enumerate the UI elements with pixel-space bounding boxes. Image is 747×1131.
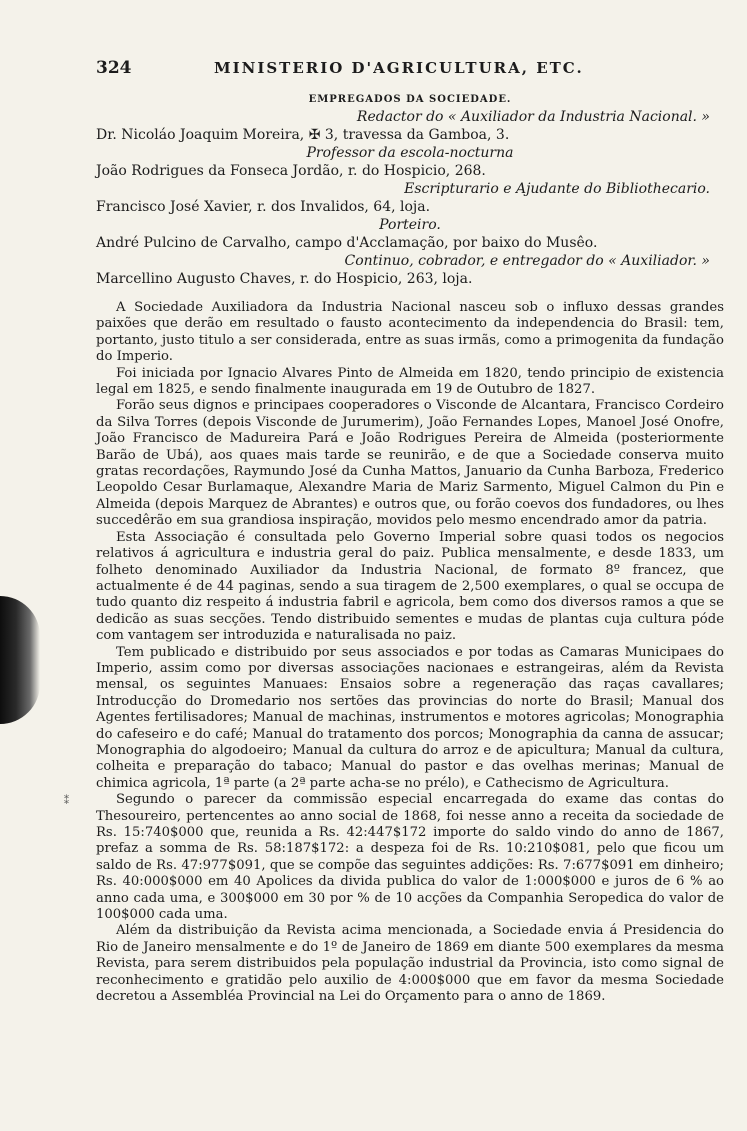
- ink-speck: ⁑: [64, 796, 69, 807]
- staff-role: Professor da escola-nocturna: [306, 145, 514, 161]
- staff-section-title: EMPREGADOS DA SOCIEDADE.: [308, 94, 512, 105]
- body-paragraph: Segundo o parecer da commissão especial encarregada do exame das contas do Thesoureiro, pertencentes ao anno social de 1868, foi nesse anno a receita da sociedade de Rs. 15:740$000 que, reunida a Rs. 42:447$172 importe do saldo vindo do anno de 1867, prefaz a somma de Rs. 58:187$172: a despeza foi de Rs. 10:210$081, pelo que ficou um saldo de Rs. 47:977$091, que se compõe das seguintes addições: Rs. 7:677$091 em dinheiro; Rs. 40:000$000 em 40 Apolices da divida publica do valor de 1:000$000 e juros de 6 % ao anno cada uma, e 300$000 em 30 por % de 10 acções da Companhia Seropedica do valor de 100$000 cada uma.: [96, 792, 724, 923]
- body-paragraph: Foi iniciada por Ignacio Alvares Pinto de Almeida em 1820, tendo principio de existencia legal em 1825, e sendo finalmente inaugurada em 19 de Outubro de 1827.: [96, 365, 724, 398]
- body-text: [96, 300, 724, 1005]
- staff-role: Continuo, cobrador, e entregador do « Auxiliador. »: [344, 253, 710, 269]
- staff-role: Escripturario e Ajudante do Bibliothecario.: [404, 181, 710, 197]
- staff-person: Francisco José Xavier, r. dos Invalidos, 64, loja.: [96, 199, 431, 215]
- staff-list: [96, 108, 724, 288]
- staff-role: Porteiro.: [379, 217, 441, 233]
- running-title: MINISTERIO D'AGRICULTURA, ETC.: [214, 59, 584, 77]
- page-header: [96, 58, 724, 78]
- staff-person: Dr. Nicoláo Joaquim Moreira, ✠ 3, travessa da Gamboa, 3.: [96, 127, 510, 143]
- staff-person: João Rodrigues da Fonseca Jordão, r. do Hospicio, 268.: [96, 163, 486, 179]
- body-paragraph: Esta Associação é consultada pelo Governo Imperial sobre quasi todos os negocios relativos á agricultura e industria geral do paiz. Publica mensalmente, e desde 1833, um folheto denominado Auxiliador da Industria Nacional, de formato 8º francez, que actualmente é de 44 paginas, sendo a sua tiragem de 2,500 exemplares, o qual se occupa de tudo quanto diz respeito á industria fabril e agricola, bem como dos diversos ramos a que se dedicão as suas secções. Tendo distribuido sementes e mudas de plantas cuja cultura póde com vantagem ser introduzida e naturalisada no paiz.: [96, 529, 724, 644]
- page-number: 324: [96, 58, 132, 78]
- staff-role: Redactor do « Auxiliador da Industria Nacional. »: [356, 109, 710, 125]
- staff-person: André Pulcino de Carvalho, campo d'Acclamação, por baixo do Musêo.: [96, 235, 598, 251]
- body-paragraph: A Sociedade Auxiliadora da Industria Nacional nasceu sob o influxo dessas grandes paixões que derão em resultado o fausto acontecimento da independencia do Brasil: tem, portanto, justo titulo a ser considerada, entre as suas irmãs, como a primogenita da fundação do Imperio.: [96, 300, 724, 365]
- staff-person: Marcellino Augusto Chaves, r. do Hospicio, 263, loja.: [96, 271, 473, 287]
- body-paragraph: Forão seus dignos e principaes cooperadores o Visconde de Alcantara, Francisco Cordeiro da Silva Torres (depois Visconde de Jurumerim), João Fernandes Lopes, Manoel José Onofre, João Francisco de Madureira Pará e João Rodrigues Pereira de Almeida (posteriormente Barão de Ubá), aos quaes mais tarde se reunirão, e de que a Sociedade conserva muito gratas recordações, Raymundo José da Cunha Mattos, Januario da Cunha Barboza, Frederico Leopoldo Cesar Burlamaque, Alexandre Maria de Mariz Sarmento, Miguel Calmon du Pin e Almeida (depois Marquez de Abrantes) e outros que, ou forão coevos dos fundadores, ou lhes succedêrão em sua grandiosa inspiração, movidos pelo mesmo encendrado amor da patria.: [96, 398, 724, 529]
- body-paragraph: Tem publicado e distribuido por seus associados e por todas as Camaras Municipaes do Imperio, assim como por diversas associações nacionaes e estrangeiras, além da Revista mensal, os seguintes Manuaes: Ensaios sobre a regeneração das raças cavallares; Introducção do Dromedario nos sertões das provincias do norte do Brasil; Manual dos Agentes fertilisadores; Manual de machinas, instrumentos e motores agricolas; Monographia do cafeseiro e do café; Manual do tratamento dos porcos; Monographia da canna de assucar; Monographia do algodoeiro; Manual da cultura do arroz e de apicultura; Manual da cultura, colheita e preparação do tabaco; Manual do pastor e das ovelhas merinas; Manual de chimica agricola, 1ª parte (a 2ª parte acha-se no prélo), e Cathecismo de Agricultura.: [96, 644, 724, 791]
- page-content: [96, 58, 724, 1005]
- page-edge-ornament: [0, 596, 40, 724]
- body-paragraph: Além da distribuição da Revista acima mencionada, a Sociedade envia á Presidencia do Rio de Janeiro mensalmente e do 1º de Janeiro de 1869 em diante 500 exemplares da mesma Revista, para serem distribuidos pela população industrial da Provincia, isto como signal de reconhecimento e gratidão pelo auxilio de 4:000$000 que em favor da mesma Sociedade decretou a Assembléa Provincial na Lei do Orçamento para o anno de 1869.: [96, 923, 724, 1005]
